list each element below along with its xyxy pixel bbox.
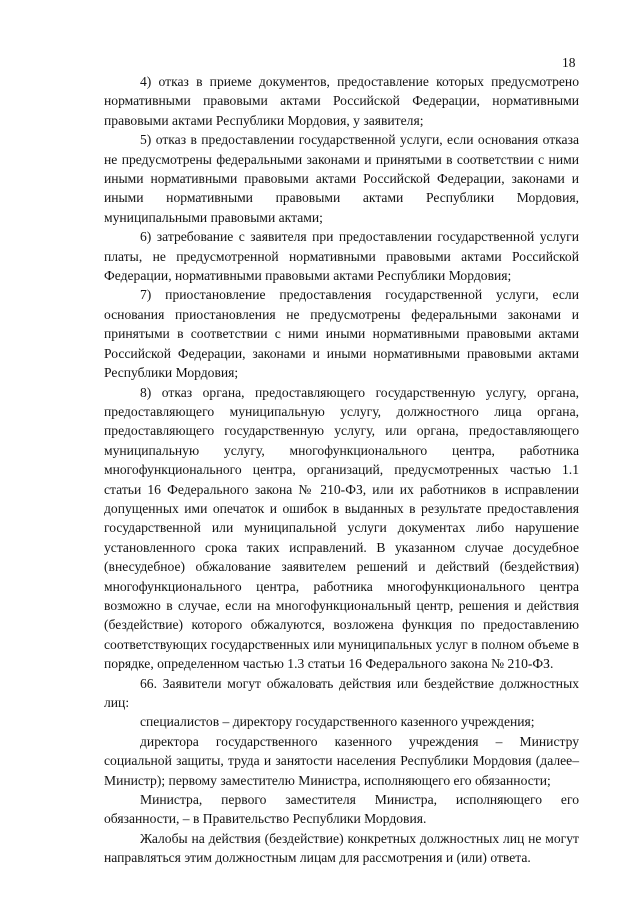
paragraph-clause-66: 66. Заявители могут обжаловать действия или бездействие должностных лиц: <box>104 675 579 710</box>
paragraph-item-6: 6) затребование с заявителя при предоставлении государственной услуги платы, не предусмотренной нормативными правовыми актами Российской Федерации, нормативными правовыми актами Республики Мордовия; <box>104 229 579 284</box>
paragraph-complaints: Жалобы на действия (бездействие) конкретных должностных лиц не могут направляться этим должностным лицам для рассмотрения и (или) ответа. <box>104 830 579 866</box>
paragraph-specialists: специалистов – директору государственного казенного учреждения; <box>140 714 535 730</box>
paragraph-minister: Министра, первого заместителя Министра, исполняющего его обязанности, – в Правительство Республики Мордовия. <box>104 792 579 827</box>
paragraph-item-4: 4) отказ в приеме документов, предоставление которых предусмотрено нормативными правовыми актами Российской Федерации, нормативными правовыми актами Республики Мордовия, у заявителя; <box>104 74 579 128</box>
paragraph-director: директора государственного казенного учреждения – Министру социальной защиты, труда и занятости населения Республики Мордовия (далее–Министр); первому заместителю Министра, исполняющего его обязанности; <box>104 733 579 788</box>
document-body <box>104 72 579 868</box>
paragraph-item-7: 7) приостановление предоставления государственной услуги, если основания приостановления не предусмотрены федеральными законами и принятыми в соответствии с ними иными нормативными правовыми актами Российской Федерации, законами и иными нормативными правовыми актами Республики Мордовия; <box>104 287 579 381</box>
paragraph-item-5: 5) отказ в предоставлении государственной услуги, если основания отказа не предусмотрены федеральными законами и принятыми в соответствии с ними иными нормативными правовыми актами Российской Федерации, законами и иными нормативными правовыми актами Республики Мордовия, муниципальными правовыми актами; <box>104 132 579 225</box>
paragraph-item-8: 8) отказ органа, предоставляющего государственную услугу, органа, предоставляющего муниципальную услугу, должностного лица органа, предоставляющего государственную услугу, или органа, предоставляющего муниципальную услугу, многофункционального центра, работника многофункционального центра, организаций, предусмотренных частью 1.1 статьи 16 Федерального закона № 210-ФЗ, или их работников в исправлении допущенных ими опечаток и ошибок в выданных в результате предоставления государственной или муниципальной услуги документах либо нарушение установленного срока таких исправлений. В указанном случае досудебное (внесудебное) обжалование заявителем решений и действий (бездействия) многофункционального центра, работника многофункционального центра возможно в случае, если на многофункциональный центр, решения и действия (бездействие) которого обжалуются, возложена функция по предоставлению соответствующих государственных или муниципальных услуг в полном объеме в порядке, определенном частью 1.3 статьи 16 Федерального закона № 210-ФЗ. <box>104 384 579 672</box>
page-number: 18 <box>562 55 576 70</box>
